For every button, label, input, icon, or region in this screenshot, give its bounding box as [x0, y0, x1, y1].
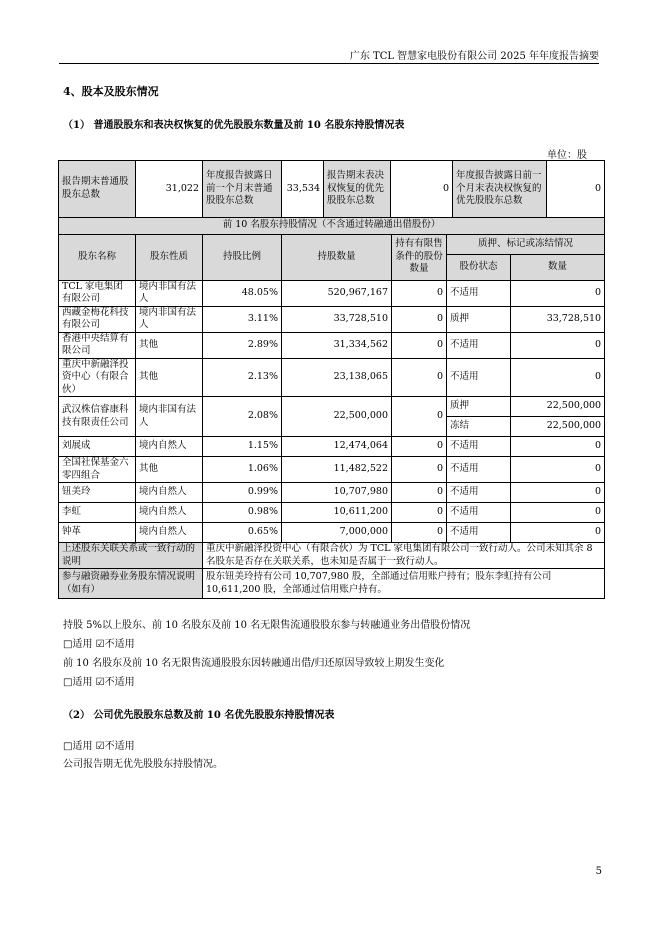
cell-status: 不适用 — [447, 437, 511, 457]
table-row — [59, 503, 605, 523]
cell-qty: 23,138,065 — [282, 358, 392, 397]
cell-restricted: 0 — [392, 332, 447, 358]
top10-caption: 前 10 名股东持股情况（不含通过转融通出借股份） — [59, 217, 605, 234]
cell-status: 不适用 — [447, 523, 511, 543]
summary-label-common-total: 报告期末普通股股东总数 — [59, 161, 136, 217]
cell-status: 不适用 — [447, 483, 511, 503]
cell-nature: 其他 — [136, 358, 203, 397]
cell-amount: 0 — [511, 437, 605, 457]
col-header-amount: 数量 — [511, 254, 605, 280]
cell-amount: 0 — [511, 483, 605, 503]
section-title: 4、股本及股东情况 — [63, 85, 159, 98]
shareholder-table — [58, 160, 604, 599]
cell-amount: 0 — [511, 280, 605, 306]
cell-status: 质押 — [447, 306, 511, 332]
col-header-nature: 股东性质 — [136, 234, 203, 280]
cell-qty: 12,474,064 — [282, 437, 392, 457]
related-text: 重庆中新融泽投资中心（有限合伙）为 TCL 家电集团有限公司一致行动人。公司未知其余 8 名股东是否存在关联关系，也未知是否属于一致行动人。 — [203, 543, 605, 569]
cell-nature: 境内非国有法人 — [136, 397, 203, 437]
note-change-option: □适用 ☑不适用 — [63, 677, 135, 688]
cell-status: 不适用 — [447, 332, 511, 358]
cell-name: 钟革 — [59, 523, 136, 543]
note-change: 前 10 名股东及前 10 名无限售流通股股东因转融通出借/归还原因导致较上期发生变化 — [63, 658, 445, 669]
cell-nature: 其他 — [136, 457, 203, 483]
cell-status: 冻结 — [447, 417, 511, 437]
cell-qty: 10,707,980 — [282, 483, 392, 503]
table-row — [59, 358, 605, 397]
cell-restricted: 0 — [392, 483, 447, 503]
cell-ratio: 48.05% — [203, 280, 282, 306]
cell-status: 质押 — [447, 397, 511, 417]
unit-label: 单位：股 — [547, 150, 587, 161]
cell-restricted: 0 — [392, 306, 447, 332]
summary-label-preferred-total: 报告期末表决权恢复的优先股股东总数 — [324, 161, 391, 217]
cell-amount: 0 — [511, 523, 605, 543]
subsection-title-2: （2） 公司优先股股东总数及前 10 名优先股股东持股情况表 — [63, 710, 335, 721]
summary-table — [58, 160, 605, 217]
cell-status: 不适用 — [447, 457, 511, 483]
cell-ratio: 1.15% — [203, 437, 282, 457]
col-header-status: 股份状态 — [447, 254, 511, 280]
cell-name: 香港中央结算有限公司 — [59, 332, 136, 358]
cell-restricted: 0 — [392, 280, 447, 306]
note-lending: 持股 5%以上股东、前 10 名股东及前 10 名无限售流通股股东参与转融通业务出借股份情况 — [63, 620, 471, 631]
cell-name: 全国社保基金六零四组合 — [59, 457, 136, 483]
cell-nature: 境内自然人 — [136, 523, 203, 543]
cell-amount: 22,500,000 — [511, 417, 605, 437]
cell-ratio: 0.98% — [203, 503, 282, 523]
cell-nature: 境内自然人 — [136, 483, 203, 503]
col-header-ratio: 持股比例 — [203, 234, 282, 280]
table-row — [59, 397, 605, 417]
cell-name: 重庆中新融泽投资中心（有限合伙） — [59, 358, 136, 397]
cell-status: 不适用 — [447, 358, 511, 397]
cell-ratio: 2.89% — [203, 332, 282, 358]
cell-nature: 境内自然人 — [136, 437, 203, 457]
table-row — [59, 483, 605, 503]
cell-nature: 其他 — [136, 332, 203, 358]
cell-status: 不适用 — [447, 503, 511, 523]
cell-amount: 22,500,000 — [511, 397, 605, 417]
page-number: 5 — [595, 866, 602, 877]
cell-restricted: 0 — [392, 437, 447, 457]
cell-qty: 520,967,167 — [282, 280, 392, 306]
cell-amount: 33,728,510 — [511, 306, 605, 332]
cell-qty: 31,334,562 — [282, 332, 392, 358]
summary-label-common-month: 年度报告披露日前一个月末普通股股东总数 — [203, 161, 282, 217]
cell-amount: 0 — [511, 332, 605, 358]
col-header-restricted: 持有有限售条件的股份数量 — [392, 234, 447, 280]
cell-ratio: 0.99% — [203, 483, 282, 503]
col-header-pledge-group: 质押、标记或冻结情况 — [447, 234, 605, 254]
summary-value-common-total: 31,022 — [136, 161, 203, 217]
cell-name: TCL 家电集团有限公司 — [59, 280, 136, 306]
cell-name: 武汉株信睿康科技有限责任公司 — [59, 397, 136, 437]
summary-value-preferred-month: 0 — [547, 161, 605, 217]
related-label: 上述股东关联关系或一致行动的说明 — [59, 543, 203, 569]
cell-amount: 0 — [511, 457, 605, 483]
cell-amount: 0 — [511, 503, 605, 523]
notes-block — [63, 616, 470, 692]
table-row — [59, 332, 605, 358]
note-lending-option: □适用 ☑不适用 — [63, 639, 135, 650]
subsection-title-1: （1） 普通股股东和表决权恢复的优先股股东数量及前 10 名股东持股情况表 — [63, 120, 405, 131]
preferred-text: 公司报告期无优先股股东持股情况。 — [63, 759, 223, 770]
margin-text: 股东钮美玲持有公司 10,707,980 股，全部通过信用账户持有；股东李虹持有公司 10,611,200 股，全部通过信用账户持有。 — [203, 569, 605, 599]
cell-name: 西藏金梅花科技有限公司 — [59, 306, 136, 332]
cell-name: 李虹 — [59, 503, 136, 523]
cell-qty: 33,728,510 — [282, 306, 392, 332]
table-row — [59, 523, 605, 543]
cell-nature: 境内自然人 — [136, 503, 203, 523]
cell-ratio: 0.65% — [203, 523, 282, 543]
summary-value-preferred-total: 0 — [391, 161, 453, 217]
table-row — [59, 306, 605, 332]
margin-label: 参与融资融券业务股东情况说明（如有） — [59, 569, 203, 599]
cell-qty: 22,500,000 — [282, 397, 392, 437]
cell-restricted: 0 — [392, 457, 447, 483]
header-divider — [59, 63, 599, 64]
table-row — [59, 280, 605, 306]
table-row — [59, 437, 605, 457]
summary-label-preferred-month: 年度报告披露日前一个月末表决权恢复的优先股股东总数 — [453, 161, 547, 217]
cell-ratio: 3.11% — [203, 306, 282, 332]
cell-nature: 境内非国有法人 — [136, 306, 203, 332]
cell-nature: 境内非国有法人 — [136, 280, 203, 306]
cell-restricted: 0 — [392, 523, 447, 543]
cell-ratio: 2.08% — [203, 397, 282, 437]
cell-status: 不适用 — [447, 280, 511, 306]
cell-ratio: 2.13% — [203, 358, 282, 397]
table-row — [59, 457, 605, 483]
cell-qty: 7,000,000 — [282, 523, 392, 543]
cell-restricted: 0 — [392, 397, 447, 437]
cell-qty: 10,611,200 — [282, 503, 392, 523]
cell-amount: 0 — [511, 358, 605, 397]
cell-ratio: 1.06% — [203, 457, 282, 483]
cell-name: 钮美玲 — [59, 483, 136, 503]
col-header-name: 股东名称 — [59, 234, 136, 280]
cell-restricted: 0 — [392, 358, 447, 397]
preferred-option: □适用 ☑不适用 — [63, 741, 135, 752]
cell-restricted: 0 — [392, 503, 447, 523]
summary-value-common-month: 33,534 — [282, 161, 324, 217]
page-header: 广东 TCL 智慧家电股份有限公司 2025 年年度报告摘要 — [349, 51, 599, 62]
col-header-qty: 持股数量 — [282, 234, 392, 280]
shareholder-rows — [59, 280, 605, 543]
cell-qty: 11,482,522 — [282, 457, 392, 483]
cell-name: 刘展成 — [59, 437, 136, 457]
